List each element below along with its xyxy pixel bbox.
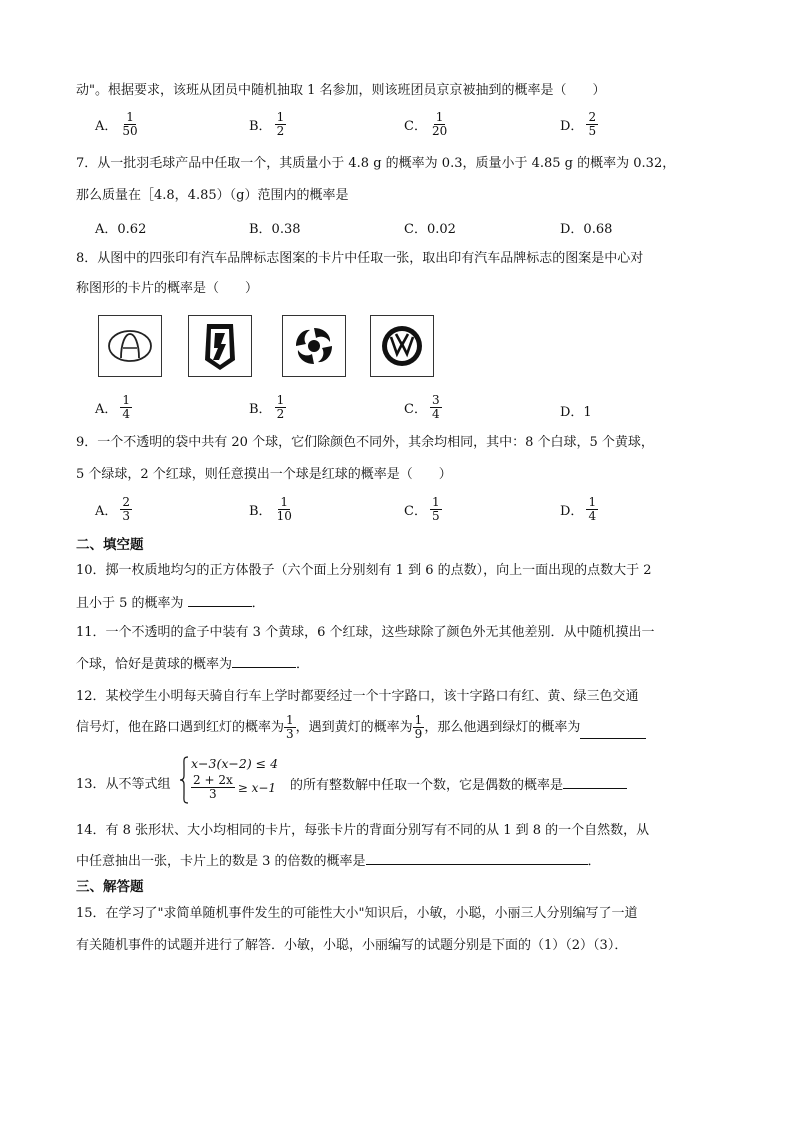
q6-option-b xyxy=(249,111,286,138)
fraction xyxy=(586,496,598,523)
fraction xyxy=(586,111,598,138)
option-label: C． xyxy=(404,402,427,417)
option-label: A． xyxy=(95,504,118,519)
inequality-2 xyxy=(191,774,276,801)
answer-blank xyxy=(580,726,646,739)
denominator: 4 xyxy=(431,407,440,421)
q7-option-d: D．0.68 xyxy=(560,222,613,237)
option-label: A． xyxy=(95,402,118,417)
q7-option-b: B．0.38 xyxy=(249,222,301,237)
numerator: 1 xyxy=(414,713,423,727)
q13-prefix: 13．从不等式组 xyxy=(76,777,171,792)
denominator: 3 xyxy=(209,787,217,801)
numerator: 1 xyxy=(435,110,444,124)
q6-option-a xyxy=(95,111,140,138)
denominator: 5 xyxy=(431,509,440,523)
q10-period: ． xyxy=(251,596,265,611)
numerator: 2 + 2x xyxy=(193,773,233,787)
volkswagen-logo-icon xyxy=(370,315,434,377)
numerator: 1 xyxy=(280,495,289,509)
q10-line1: 10．掷一枚质地均匀的正方体骰子（六个面上分别刻有 1 到 6 的点数），向上一面出现的点数大于 2 xyxy=(76,563,652,578)
q15-line1: 15．在学习了"求简单随机事件发生的可能性大小"知识后，小敏，小聪，小丽三人分别编写了一道 xyxy=(76,906,638,921)
denominator: 20 xyxy=(431,124,448,138)
q14-text: 中任意抽出一张，卡片上的数是 3 的倍数的概率是 xyxy=(76,854,366,869)
q13-text: 的所有整数解中任取一个数，它是偶数的概率是 xyxy=(290,778,564,793)
option-label: A． xyxy=(95,119,118,134)
q15-line2: 有关随机事件的试题并进行了解答．小敏，小聪，小丽编写的试题分别是下面的（1）（2）（3）． xyxy=(76,938,628,953)
fraction xyxy=(191,774,235,801)
answer-blank xyxy=(188,594,252,607)
denominator: 10 xyxy=(276,509,292,523)
q11-period: ． xyxy=(296,657,310,672)
q8-option-c xyxy=(404,394,442,421)
fraction xyxy=(120,394,132,421)
denominator: 2 xyxy=(276,407,285,421)
option-label: B． xyxy=(249,119,272,134)
fraction xyxy=(430,394,442,421)
q12-line2 xyxy=(76,714,646,741)
q10-line2 xyxy=(76,594,265,613)
q11-text: 个球，恰好是黄球的概率为 xyxy=(76,657,233,672)
option-label: C． xyxy=(404,504,427,519)
q8-line2: 称图形的卡片的概率是（ ） xyxy=(76,281,259,296)
numerator: 3 xyxy=(431,393,440,407)
fraction-one-third xyxy=(284,714,296,741)
option-label: C． xyxy=(404,119,427,134)
numerator: 1 xyxy=(122,393,131,407)
numerator: 1 xyxy=(431,495,440,509)
q14-line2 xyxy=(76,852,601,871)
q8-line1: 8．从图中的四张印有汽车品牌标志图案的卡片中任取一张，取出印有汽车品牌标志的图案是中心对 xyxy=(76,251,644,266)
numerator: 2 xyxy=(122,495,131,509)
q9-line1: 9．一个不透明的袋中共有 20 个球，它们除颜色不同外，其余均相同，其中：8 个白球，5 个黄球， xyxy=(76,435,654,450)
q7-option-a: A．0.62 xyxy=(95,222,147,237)
numerator: 1 xyxy=(276,110,285,124)
q7-option-c: C．0.02 xyxy=(404,222,456,237)
question-6-stem-end: 动"。根据要求，该班从团员中随机抽取 1 名参加，则该班团员京京被抽到的概率是（ ） xyxy=(76,83,606,98)
q8-option-b xyxy=(249,394,286,421)
fraction xyxy=(430,496,442,523)
fraction xyxy=(120,496,132,523)
q7-line2: 那么质量在［4.8，4.85）（g）范围内的概率是 xyxy=(76,188,349,203)
fraction xyxy=(275,496,294,523)
q12-text-1: 信号灯，他在路口遇到红灯的概率为 xyxy=(76,719,285,735)
fraction xyxy=(275,111,287,138)
fraction-one-ninth xyxy=(413,714,425,741)
option-label: D． xyxy=(560,504,584,519)
denominator: 50 xyxy=(122,124,138,138)
q9-option-b xyxy=(249,496,294,523)
q7-line1: 7．从一批羽毛球产品中任取一个，其质量小于 4.8 g 的概率为 0.3，质量小于 4.85 g 的概率为 0.32， xyxy=(76,156,676,171)
q9-option-a xyxy=(95,496,132,523)
q13-suffix xyxy=(290,776,627,795)
q12-text-3: ，那么他遇到绿灯的概率为 xyxy=(424,719,581,735)
swirl-logo-icon xyxy=(282,315,346,377)
denominator: 2 xyxy=(276,124,285,138)
q6-option-d xyxy=(560,111,598,138)
numerator: 1 xyxy=(588,495,597,509)
q9-option-c xyxy=(404,496,442,523)
option-label: B． xyxy=(249,402,272,417)
option-label: D． xyxy=(560,119,584,134)
inequality-rhs: ≥ x−1 xyxy=(237,780,277,795)
section-heading-fill-in: 二、填空题 xyxy=(76,537,144,553)
answer-blank xyxy=(563,776,627,789)
q11-line1: 11．一个不透明的盒子中装有 3 个黄球，6 个红球，这些球除了颜色外无其他差别．从中随机摸出一 xyxy=(76,625,655,640)
option-label: B． xyxy=(249,504,272,519)
q6-option-c xyxy=(404,111,449,138)
section-heading-solutions: 三、解答题 xyxy=(76,879,144,895)
denominator: 4 xyxy=(588,509,597,523)
denominator: 4 xyxy=(122,407,131,421)
fraction xyxy=(120,111,139,138)
q8-option-d: D．1 xyxy=(560,405,592,420)
q12-line1: 12．某校学生小明每天骑自行车上学时都要经过一个十字路口，该十字路口有红、黄、绿三色交通 xyxy=(76,689,639,704)
numerator: 1 xyxy=(276,393,285,407)
denominator: 3 xyxy=(286,727,294,741)
denominator: 3 xyxy=(122,509,131,523)
hongqi-shield-logo-icon xyxy=(188,315,252,377)
numerator: 2 xyxy=(588,110,597,124)
answer-blank xyxy=(232,655,296,668)
numerator: 1 xyxy=(126,110,134,124)
answer-blank xyxy=(366,852,588,865)
q8-option-a xyxy=(95,394,132,421)
q14-line1: 14．有 8 张形状、大小均相同的卡片，每张卡片的背面分别写有不同的从 1 到 8 的一个自然数，从 xyxy=(76,823,650,838)
q9-option-d xyxy=(560,496,598,523)
fraction xyxy=(430,111,449,138)
left-brace-icon xyxy=(179,756,189,804)
inequality-1: x−3(x−2) ≤ 4 xyxy=(191,756,279,771)
fraction xyxy=(275,394,287,421)
numerator: 1 xyxy=(286,713,294,727)
chery-logo-icon xyxy=(98,315,162,377)
q9-line2: 5 个绿球，2 个红球，则任意摸出一个球是红球的概率是（ ） xyxy=(76,467,452,482)
denominator: 9 xyxy=(414,727,423,741)
q11-line2 xyxy=(76,655,309,674)
denominator: 5 xyxy=(588,124,597,138)
q14-period: ． xyxy=(587,854,601,869)
q12-text-2: ，遇到黄灯的概率为 xyxy=(295,719,413,735)
q10-text: 且小于 5 的概率为 xyxy=(76,596,188,611)
